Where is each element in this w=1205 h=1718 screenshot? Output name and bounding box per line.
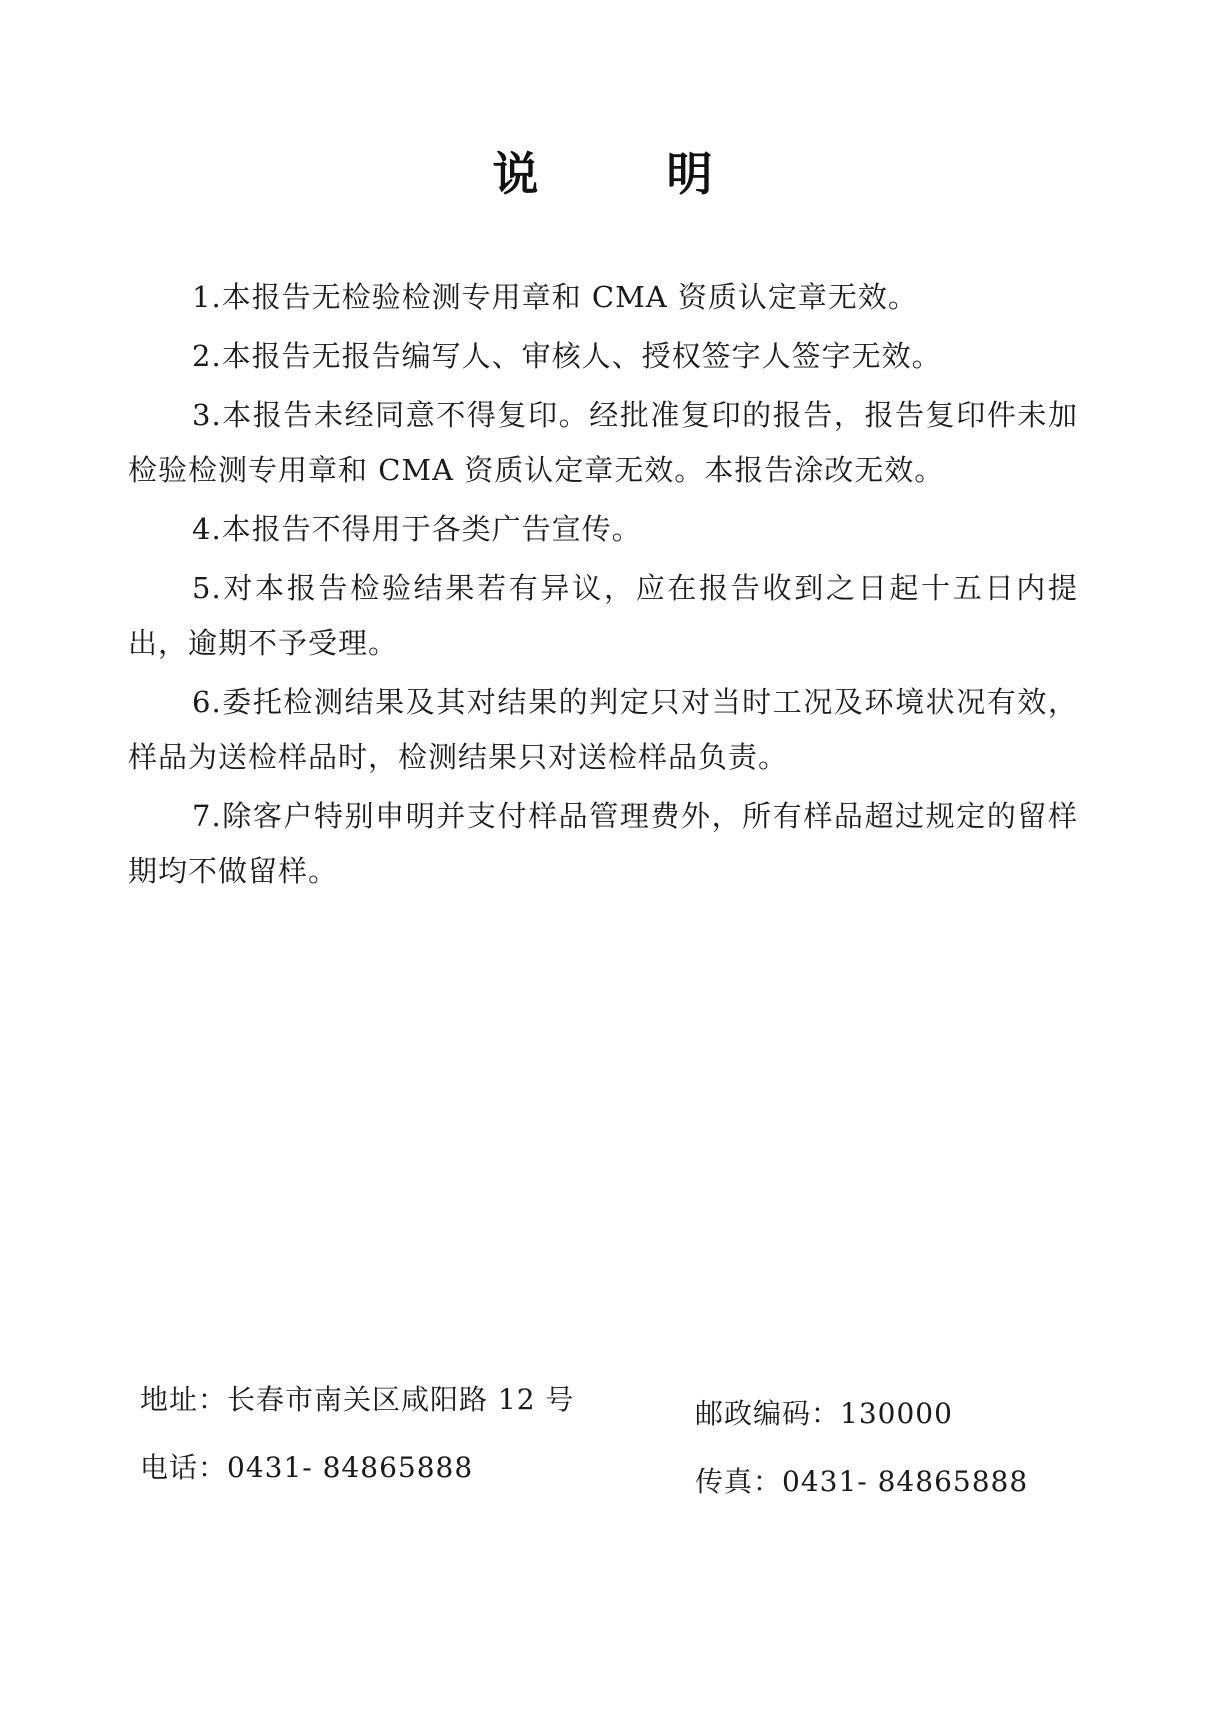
note-item: 7.除客户特别申明并支付样品管理费外，所有样品超过规定的留样期均不做留样。	[128, 799, 1078, 888]
note-item: 4.本报告不得用于各类广告宣传。	[192, 512, 642, 546]
notes-list	[128, 270, 1078, 903]
fax-text: 传真：0431- 84865888	[695, 1465, 1029, 1498]
note-item: 5.对本报告检验结果若有异议，应在报告收到之日起十五日内提出，逾期不予受理。	[128, 571, 1078, 660]
address-text: 地址：长春市南关区咸阳路 12 号	[140, 1383, 575, 1416]
contact-footer	[140, 1378, 1040, 1518]
note-item: 2.本报告无报告编写人、审核人、授权签字人签字无效。	[192, 339, 942, 373]
postal-code-text: 邮政编码：130000	[695, 1397, 953, 1430]
note-item: 6.委托检测结果及其对结果的判定只对当时工况及环境状况有效，样品为送检样品时，检测结果只对送检样品负责。	[128, 685, 1078, 774]
page-title: 说 明	[492, 147, 769, 201]
note-item: 1.本报告无检验检测专用章和 CMA 资质认定章无效。	[192, 280, 918, 314]
phone-text: 电话：0431- 84865888	[140, 1451, 474, 1484]
note-item: 3.本报告未经同意不得复印。经批准复印的报告，报告复印件未加检验检测专用章和 CMA 资质认定章无效。本报告涂改无效。	[128, 398, 1078, 487]
